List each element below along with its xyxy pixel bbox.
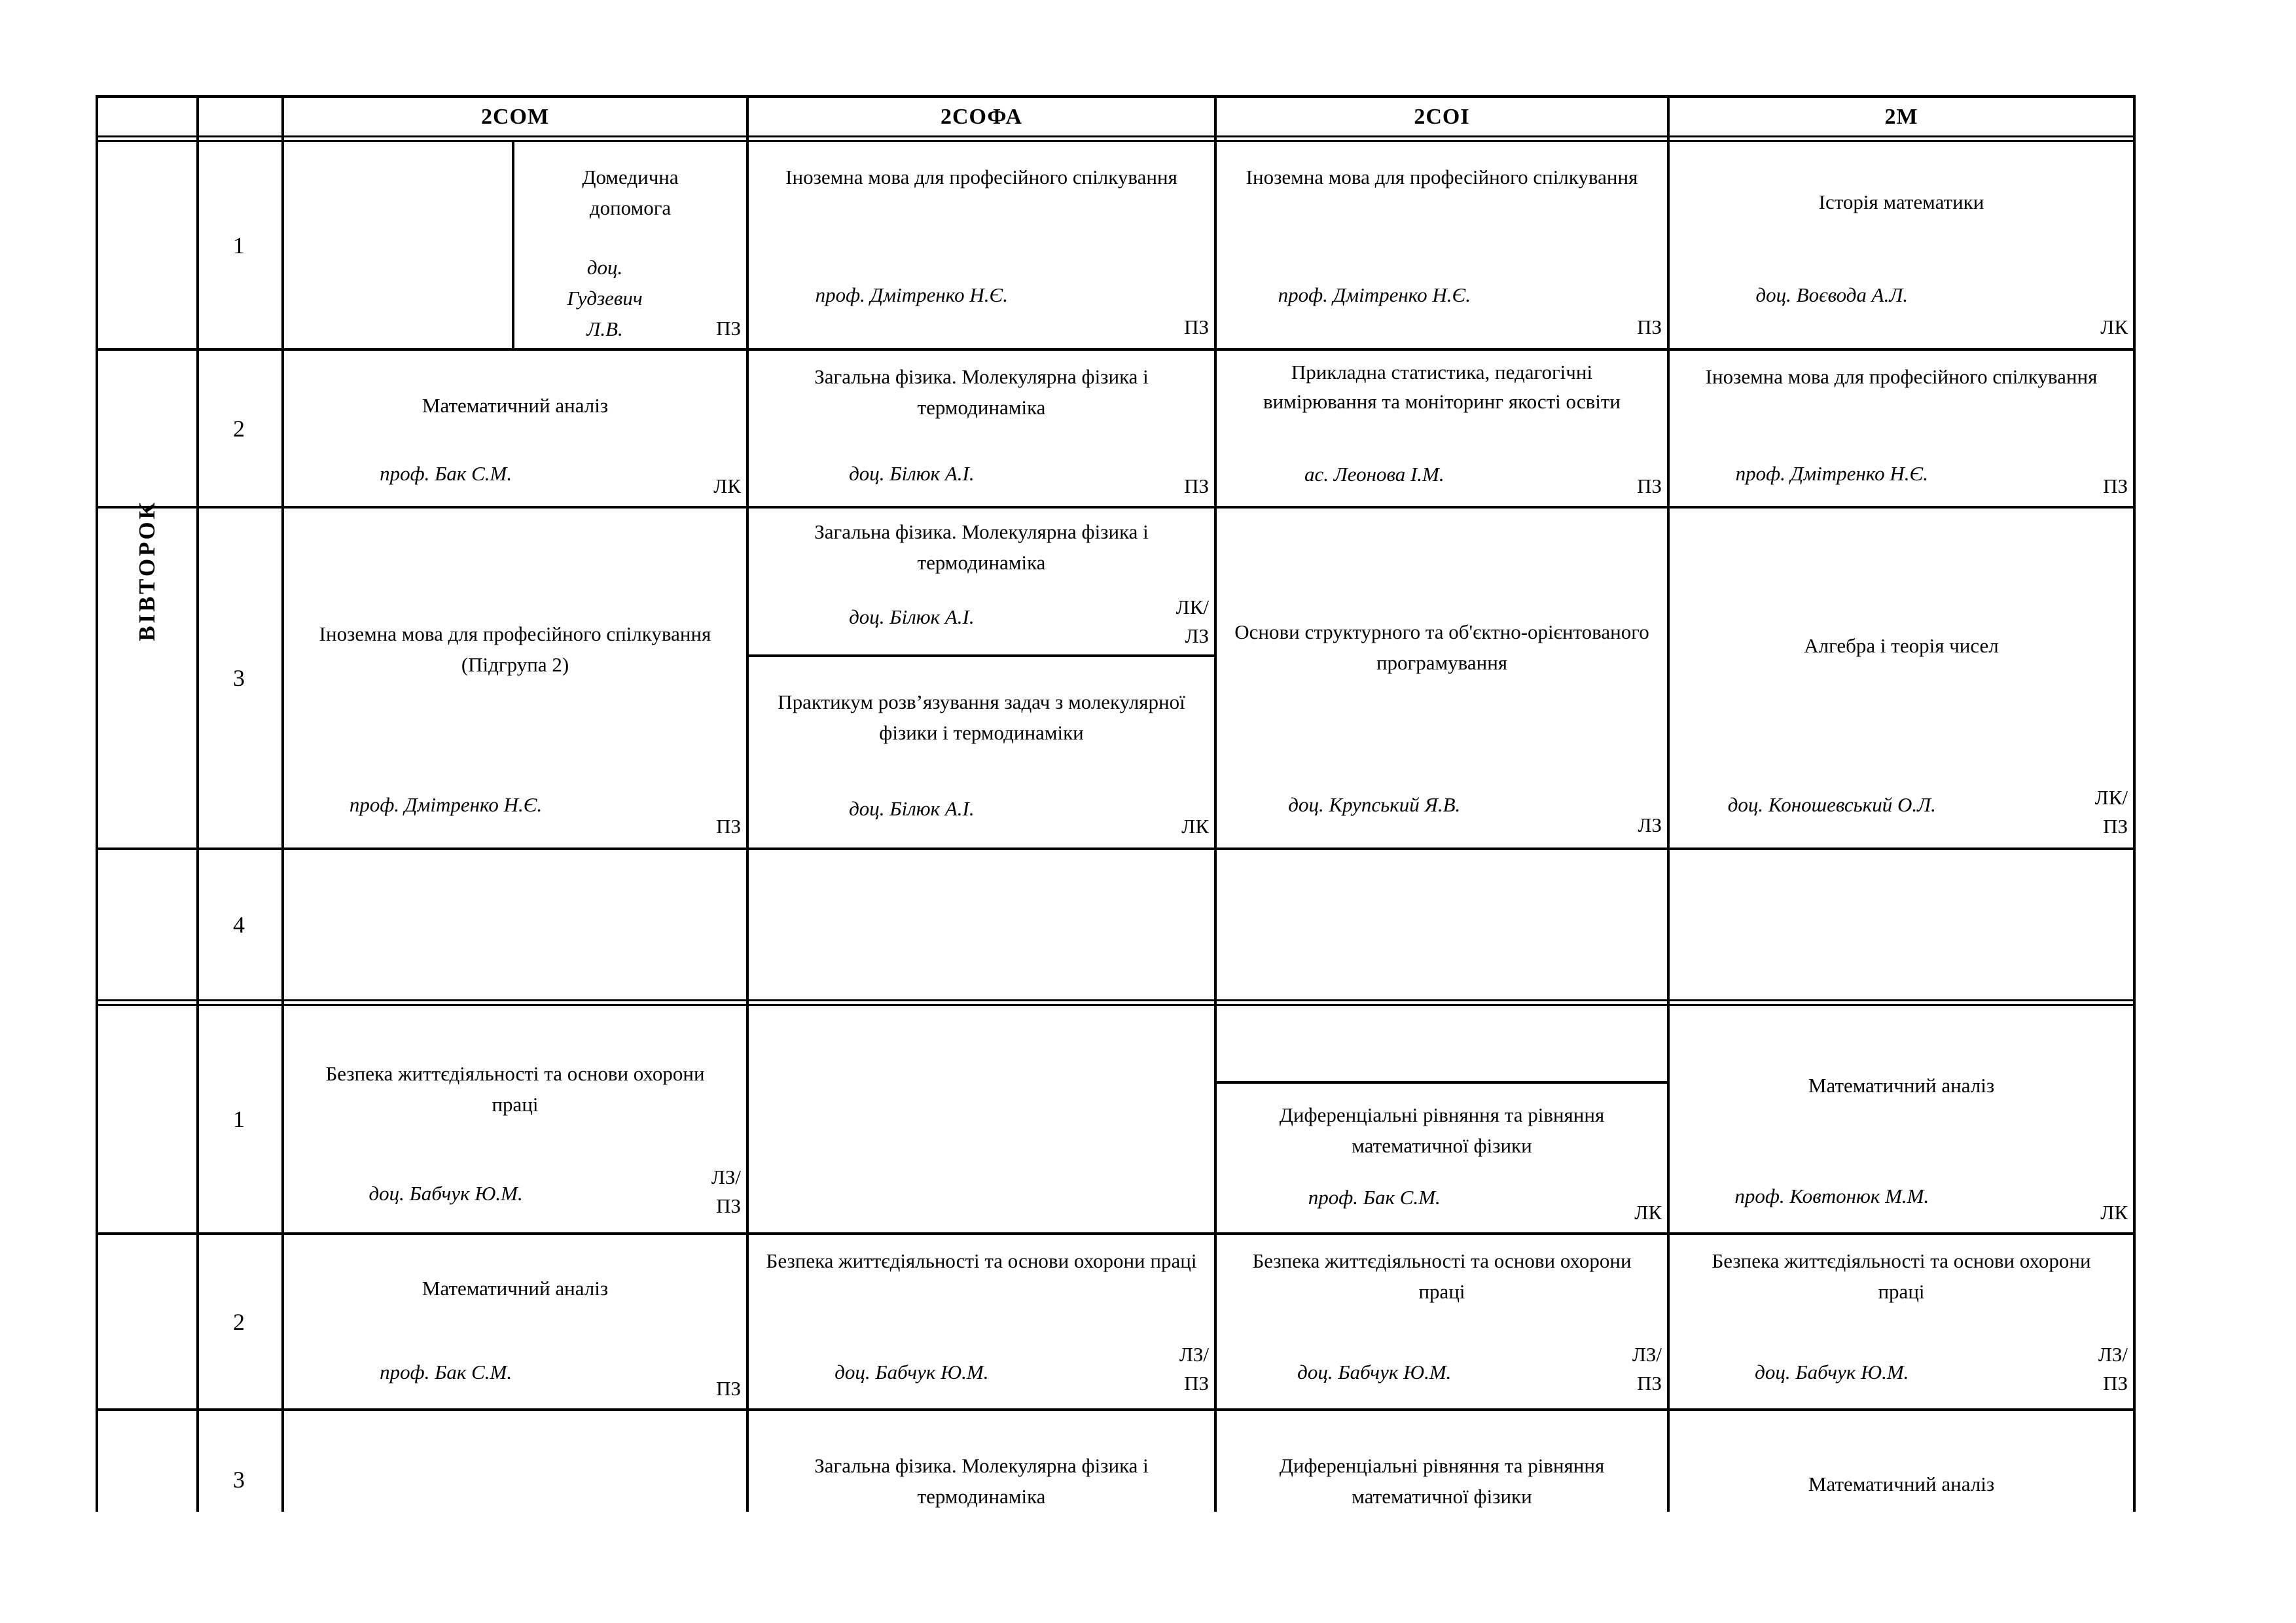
grid-line [96,135,2136,137]
cell-teacher: проф. Бак С.М. [380,462,512,485]
lesson-type: ЛК [2100,1201,2128,1224]
cell-teacher: проф. Дмітренко Н.Є. [1278,283,1471,306]
cell-teacher: проф. Ковтонюк М.М. [1734,1185,1929,1207]
lesson-type: ПЗ [2103,474,2128,497]
cell-teacher: проф. Дмітренко Н.Є. [1735,462,1928,485]
cell-subject: Загальна фізика. Молекулярна фізика і термодинаміка [814,365,1149,419]
lesson-type: ПЗ [716,317,741,340]
cell-tue1-2som-sub2 [514,142,746,348]
grid-line [2133,95,2136,1512]
cell-tue3-2som [284,508,746,847]
cell-tue2-2sofa [749,351,1214,506]
cell-subject: Домедична допомога [582,166,679,219]
lesson-type: ПЗ [1184,474,1209,497]
lesson-type: ЛК/ ЛЗ [1175,596,1209,647]
lesson-type: ЛК [2100,315,2128,338]
cell-tue1-2m [1670,142,2133,348]
lesson-type: ПЗ [1637,474,1662,497]
period-number: 2 [233,1308,245,1335]
cell-subject: Математичний аналіз [422,394,609,417]
cell-teacher: доц. Воєвода А.Л. [1755,283,1909,306]
group-header-2m: 2М [1884,104,1918,129]
cell-next1-2soi-bottom [1217,1084,1667,1232]
lesson-type: ПЗ [716,1377,741,1400]
cell-subject: Безпека життєдіяльності та основи охорони праці [1252,1249,1632,1303]
cell-teacher: доц. Крупський Я.В. [1288,793,1461,816]
group-header-2soi: 2СОІ [1414,104,1470,129]
cell-next1-2som [284,1006,746,1232]
grid-line [96,847,2136,850]
cell-subject: Безпека життєдіяльності та основи охорони праці [1712,1249,2091,1303]
cell-teacher: доц. Коношевський О.Л. [1727,793,1936,816]
cell-next2-2m [1670,1235,2133,1408]
cell-teacher: доц. Білюк А.І. [849,797,975,820]
cell-teacher: ас. Леонова І.М. [1304,463,1444,486]
cell-subject: Диференціальні рівняння та рівняння математичної фізики [1279,1454,1605,1508]
cell-subject: Основи структурного та об'єктно-орієнтованого програмування [1234,620,1649,674]
lesson-type: ЛК [1181,815,1209,838]
timetable [96,95,2136,1512]
cell-subject: Прикладна статистика, педагогічні вимірювання та моніторинг якості освіти [1263,361,1621,413]
cell-subject: Диференціальні рівняння та рівняння математичної фізики [1279,1103,1605,1157]
period-number: 2 [233,415,245,442]
cell-tue3-2sofa-top [749,508,1214,654]
cell-teacher: доц. Білюк А.І. [849,462,975,485]
cell-teacher: доц. Бабчук Ю.М. [1755,1361,1909,1383]
cell-subject: Іноземна мова для професійного спілкування [1705,365,2098,388]
cell-next1-2m [1670,1006,2133,1232]
period-number: 3 [233,1467,245,1493]
cell-teacher: доц. Гудзевич Л.В. [567,256,643,340]
cell-tue2-2som [284,351,746,506]
cell-teacher: проф. Дмітренко Н.Є. [815,283,1009,306]
lesson-type: ЛЗ/ ПЗ [2098,1343,2128,1395]
cell-subject: Практикум розв’язування задач з молекулярної фізики і термодинаміки [778,690,1185,744]
cell-subject: Загальна фізика. Молекулярна фізика і термодинаміка [814,520,1149,574]
cell-subject: Історія математики [1818,190,1984,213]
grid-line [96,999,2136,1001]
lesson-type: ПЗ [716,815,741,838]
lesson-type: ЛК/ ПЗ [2094,786,2128,838]
cell-next2-2soi [1217,1235,1667,1408]
cell-tue2-2m [1670,351,2133,506]
cell-subject: Математичний аналіз [1808,1472,1995,1495]
cell-tue3-2soi [1217,508,1667,847]
lesson-type: ЛК [1634,1201,1662,1224]
cell-teacher: проф. Дмітренко Н.Є. [349,793,543,816]
cell-next3-2sofa [749,1411,1214,1512]
day-label-tuesday: ВІВТОРОК [134,500,160,641]
cell-subject: Загальна фізика. Молекулярна фізика і термодинаміка [814,1454,1149,1508]
cell-tue3-2m [1670,508,2133,847]
cell-tue1-2sofa [749,142,1214,348]
cell-next2-2sofa [749,1235,1214,1408]
lesson-type: ПЗ [1637,315,1662,338]
cell-subject: Безпека життєдіяльності та основи охорони праці [766,1249,1197,1272]
period-number: 1 [233,232,245,259]
cell-teacher: доц. Бабчук Ю.М. [368,1182,523,1205]
lesson-type: ПЗ [1184,315,1209,338]
lesson-type: ЛЗ [1638,813,1662,836]
lesson-type: ЛК [713,474,741,497]
cell-teacher: доц. Бабчук Ю.М. [834,1361,989,1383]
period-number: 3 [233,665,245,691]
lesson-type: ЛЗ/ ПЗ [711,1166,741,1217]
cell-subject: Алгебра і теорія чисел [1804,634,1999,657]
cell-next2-2som [284,1235,746,1408]
cell-tue2-2soi [1217,351,1667,506]
cell-subject: Математичний аналіз [1808,1074,1995,1097]
cell-tue3-2sofa-bottom [749,657,1214,847]
cell-teacher: доц. Білюк А.І. [849,605,975,628]
cell-subject: Безпека життєдіяльності та основи охорони праці [325,1062,705,1116]
cell-subject: Іноземна мова для професійного спілкування [785,166,1177,188]
cell-subject: Іноземна мова для професійного спілкування (Підгрупа 2) [319,622,711,676]
group-header-2sofa: 2СОФА [940,104,1023,129]
cell-subject: Математичний аналіз [422,1277,609,1300]
cell-teacher: проф. Бак С.М. [1308,1186,1441,1209]
lesson-type: ЛЗ/ ПЗ [1179,1343,1209,1395]
cell-teacher: проф. Бак С.М. [380,1361,512,1383]
group-header-2som: 2СОМ [480,104,550,129]
period-number: 4 [233,912,245,938]
cell-subject: Іноземна мова для професійного спілкування [1246,166,1638,188]
period-number: 1 [233,1106,245,1132]
lesson-type: ЛЗ/ ПЗ [1632,1343,1662,1395]
cell-next3-2m [1670,1411,2133,1512]
cell-tue1-2soi [1217,142,1667,348]
cell-next3-2soi [1217,1411,1667,1512]
cell-teacher: доц. Бабчук Ю.М. [1297,1361,1452,1383]
